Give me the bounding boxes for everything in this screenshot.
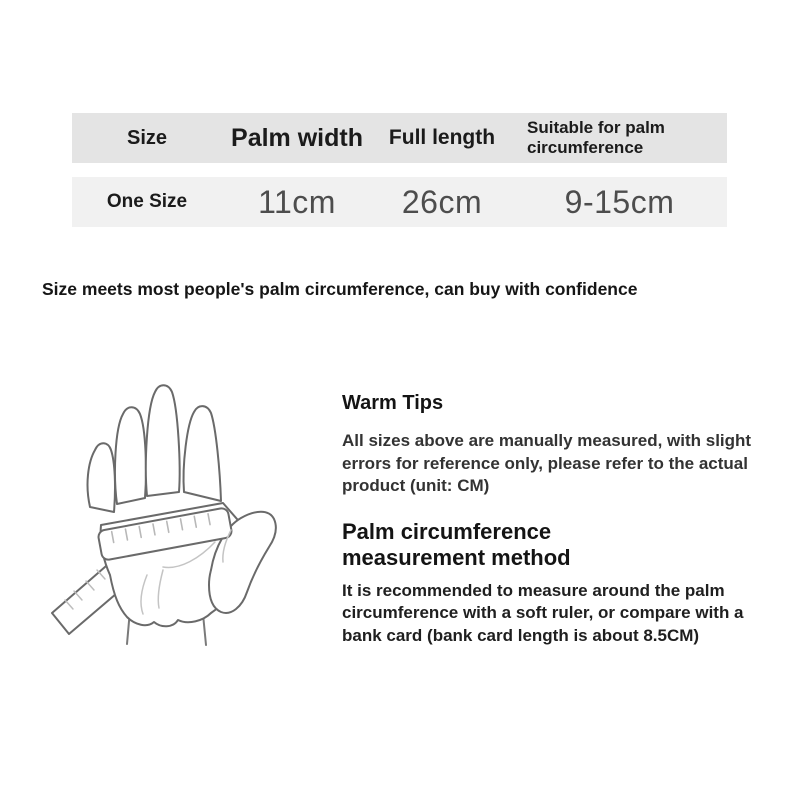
info-column [342, 392, 784, 648]
header-cell-palm-circumference: Suitable for palm circumference [527, 118, 665, 157]
size-table [72, 113, 727, 227]
confidence-note: Size meets most people's palm circumference, can buy with confidence [42, 279, 638, 299]
cell-full-length-value: 26cm [401, 183, 483, 220]
header-cell-palm-width: Palm width [231, 123, 363, 152]
cell-palm-circumference-value: 9-15cm [564, 183, 675, 220]
header-cell-full-length: Full length [388, 126, 496, 149]
cell-palm-width-value: 11cm [258, 183, 336, 220]
measurement-method-body: It is recommended to measure around the palm circumference with a soft ruler, or compare with a bank card (bank card length is about 8.5CM) [342, 580, 744, 645]
measurement-method-heading: Palm circumference measurement method [342, 518, 571, 570]
header-cell-size: Size [126, 126, 168, 149]
warm-tips-body: All sizes above are manually measured, with slight errors for reference only, please refer to the actual product (unit: CM) [342, 431, 752, 496]
size-table-data-row [72, 177, 727, 227]
warm-tips-heading: Warm Tips [342, 392, 444, 414]
cell-size-name: One Size [106, 191, 188, 212]
hand-measuring-tape-illustration [35, 370, 340, 655]
size-table-header-row [72, 113, 727, 163]
